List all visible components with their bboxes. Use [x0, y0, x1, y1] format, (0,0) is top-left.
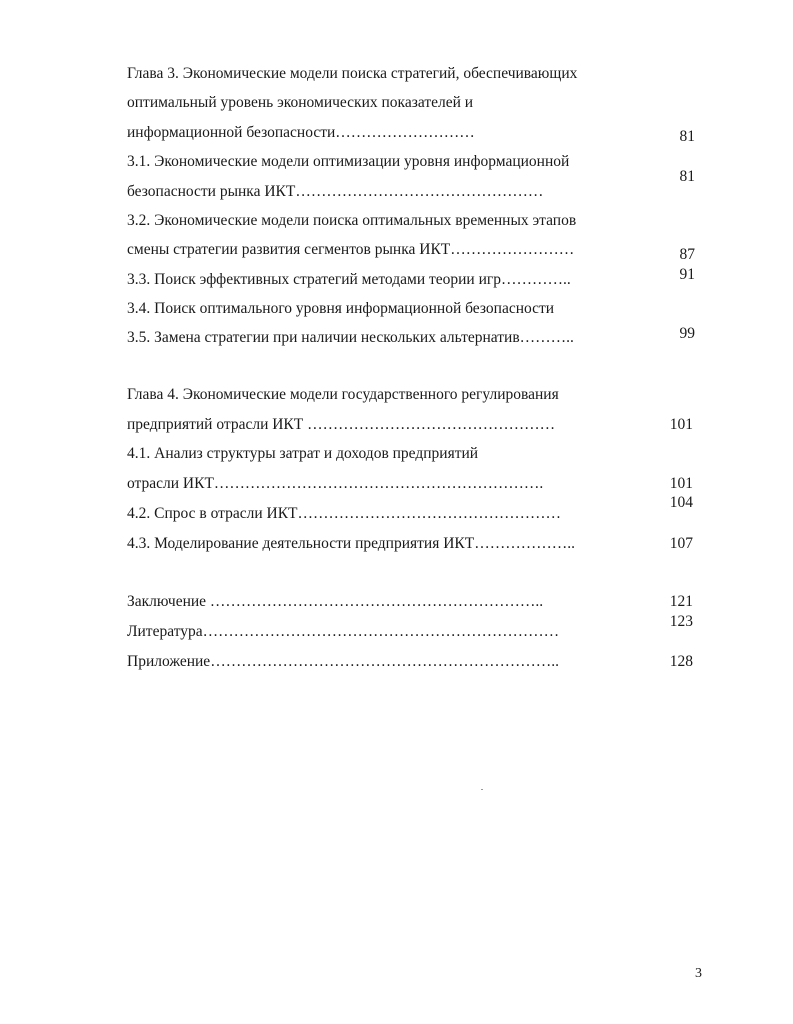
scan-speck — [481, 789, 483, 790]
toc-line: предприятий отрасли ИКТ ………………………………………… — [127, 416, 556, 433]
toc-page-number: 81 — [679, 168, 695, 185]
toc-page-number: 104 — [669, 494, 693, 511]
toc-line: 3.3. Поиск эффективных стратегий методами теории игр………….. — [127, 271, 571, 288]
toc-page-number: 99 — [679, 325, 695, 342]
toc-page-number: 128 — [669, 653, 693, 670]
toc-page-number: 123 — [669, 613, 693, 630]
toc-page-number: 121 — [669, 593, 693, 610]
toc-line: 3.5. Замена стратегии при наличии нескольких альтернатив……….. — [127, 329, 574, 346]
toc-line: Глава 4. Экономические модели государственного регулирования — [127, 386, 559, 403]
toc-page-number: 107 — [669, 535, 693, 552]
toc-line: 4.1. Анализ структуры затрат и доходов предприятий — [127, 445, 479, 462]
toc-line: оптимальный уровень экономических показателей и — [127, 94, 474, 111]
toc-line: Глава 3. Экономические модели поиска стратегий, обеспечивающих — [127, 65, 578, 82]
toc-line: 3.2. Экономические модели поиска оптимальных временных этапов — [127, 212, 577, 229]
toc-line: Заключение ……………………………………………………….. — [127, 593, 544, 610]
toc-line: информационной безопасности……………………… — [127, 124, 475, 141]
toc-line: 3.1. Экономические модели оптимизации уровня информационной — [127, 153, 570, 170]
toc-line: Литература…………………………………………………………… — [127, 623, 560, 640]
toc-page-number: 87 — [679, 246, 695, 263]
toc-page-number: 101 — [669, 475, 693, 492]
toc-page-number: 81 — [679, 128, 695, 145]
toc-line: смены стратегии развития сегментов рынка ИКТ…………………… — [127, 241, 575, 258]
toc-line: отрасли ИКТ………………………………………………………. — [127, 475, 544, 492]
toc-line: Приложение………………………………………………………….. — [127, 653, 559, 670]
toc-line: 3.4. Поиск оптимального уровня информационной безопасности — [127, 300, 555, 317]
toc-line: безопасности рынка ИКТ………………………………………… — [127, 183, 544, 200]
toc-page-number: 91 — [679, 266, 695, 283]
toc-line: 4.2. Спрос в отрасли ИКТ…………………………………………… — [127, 505, 562, 522]
toc-line: 4.3. Моделирование деятельности предприятия ИКТ……………….. — [127, 535, 575, 552]
page-number: 3 — [695, 966, 702, 981]
toc-page-number: 101 — [669, 416, 693, 433]
